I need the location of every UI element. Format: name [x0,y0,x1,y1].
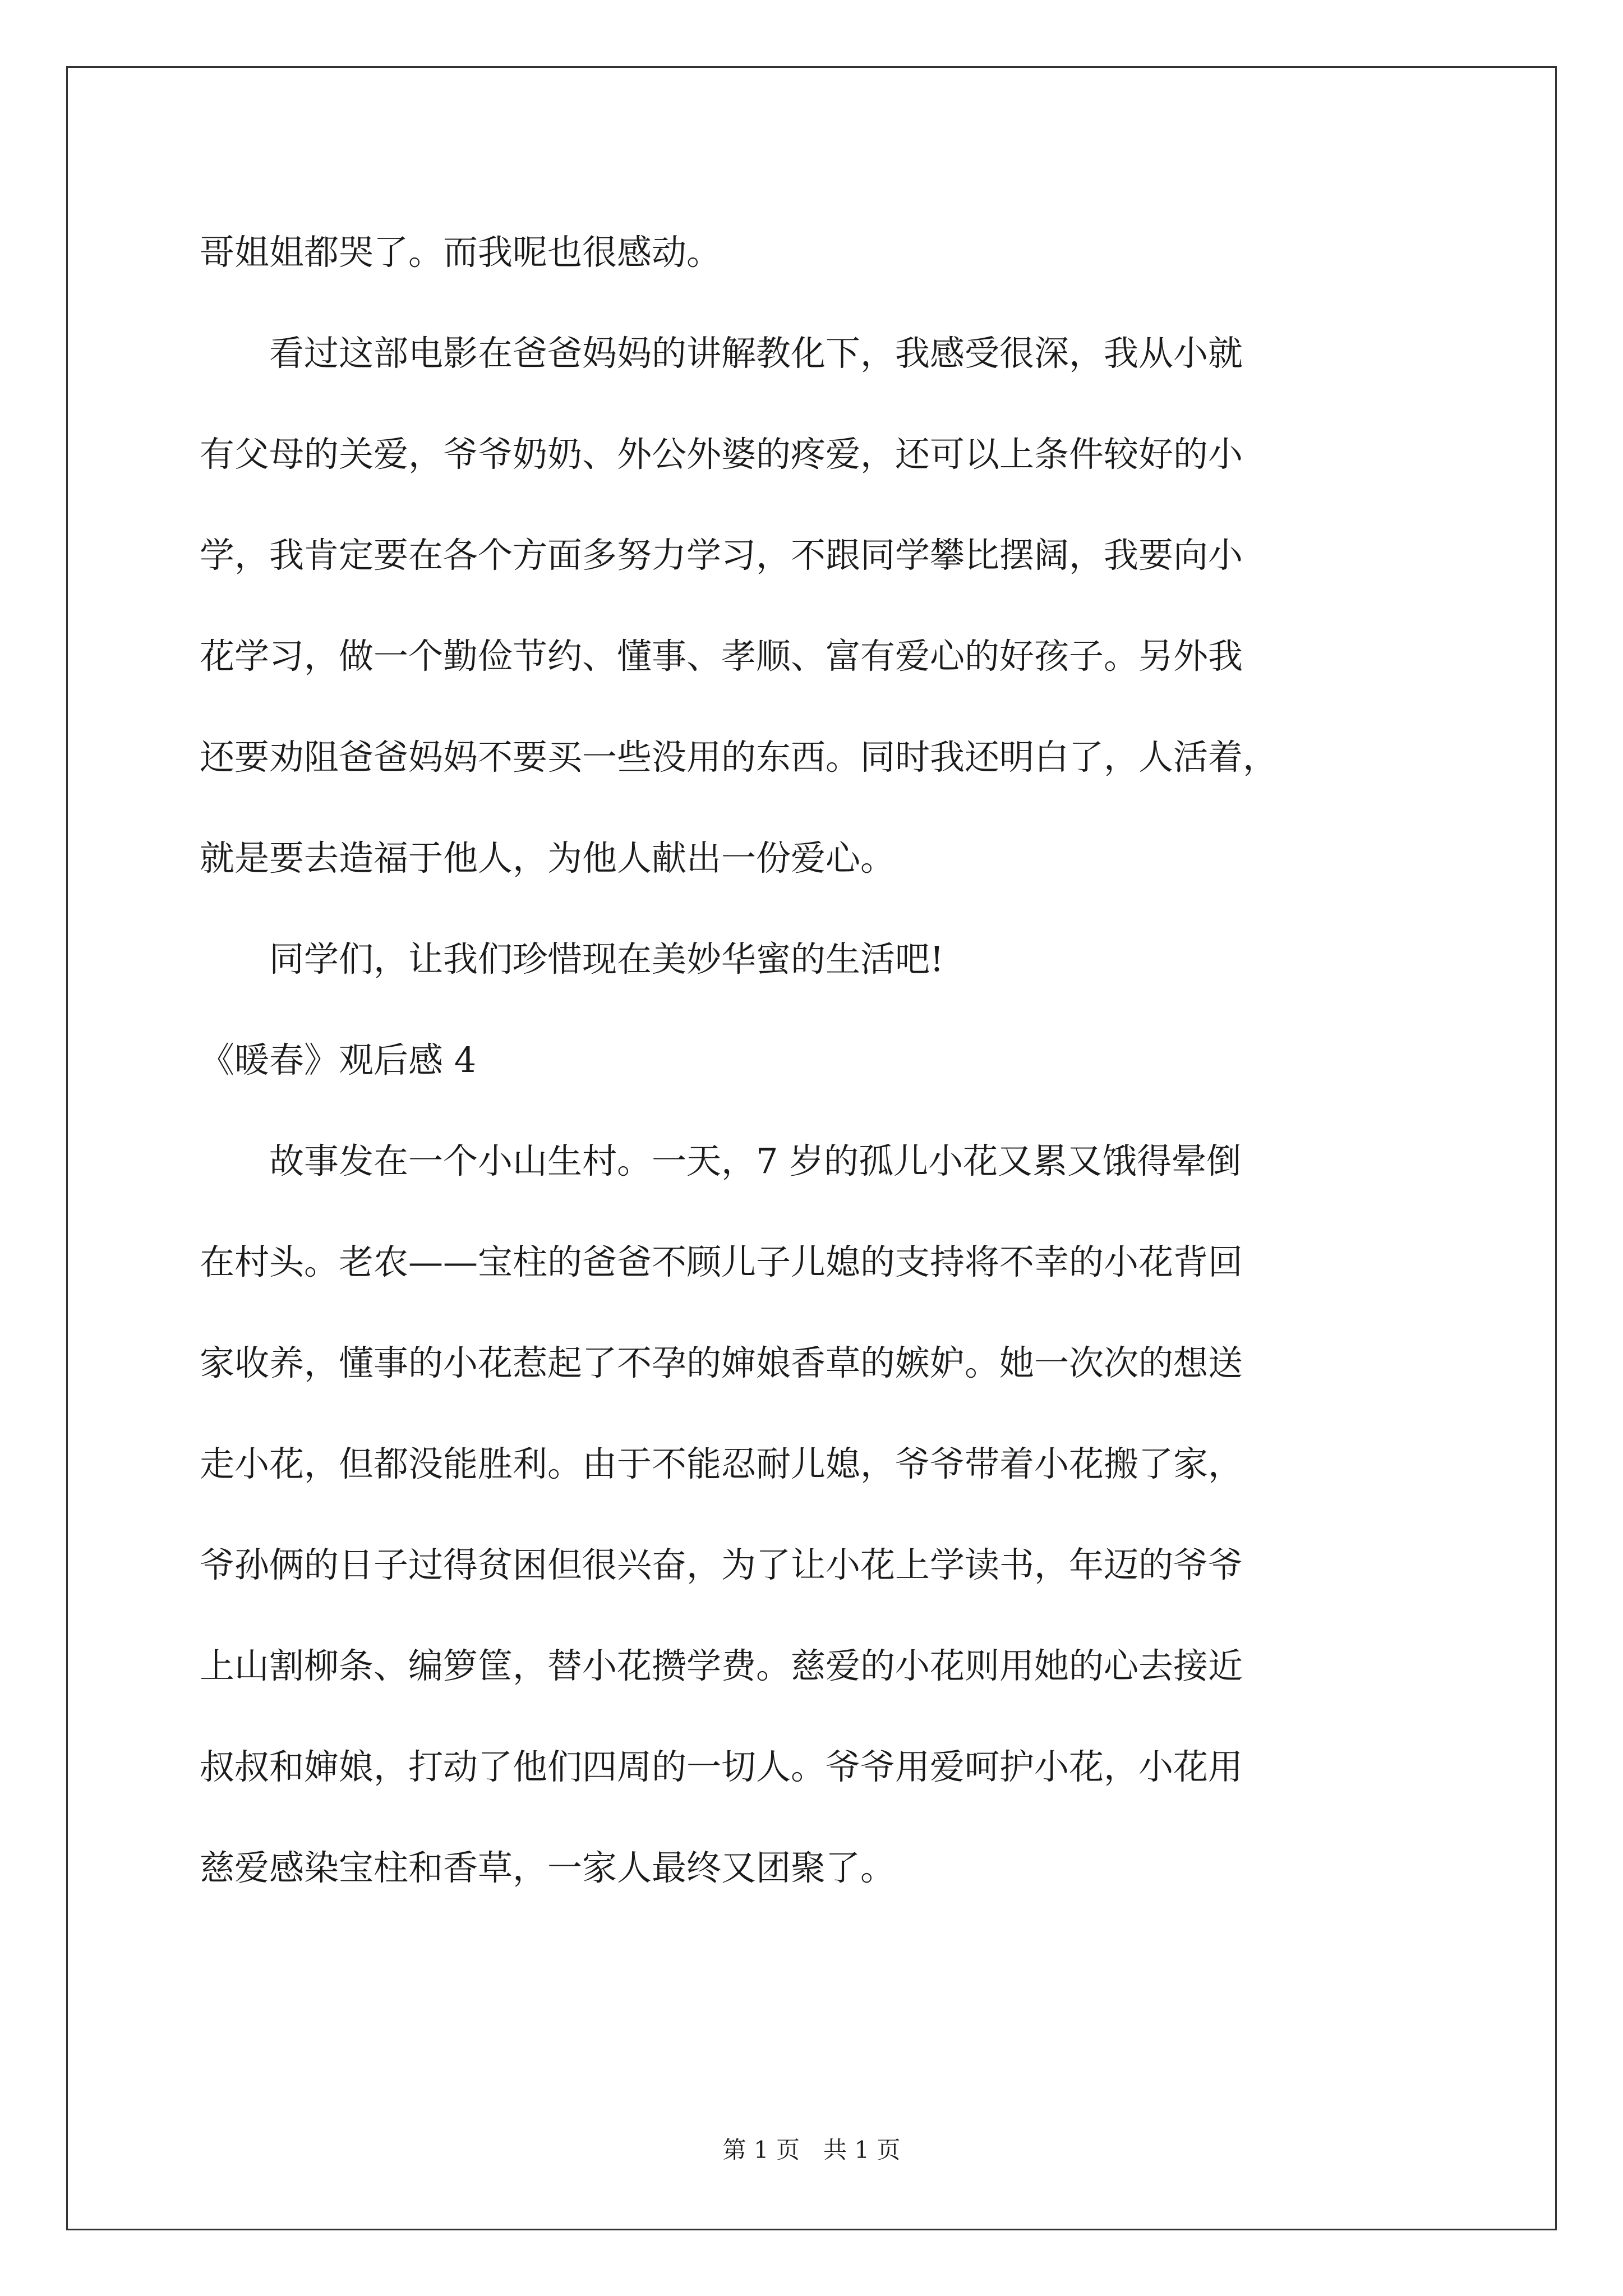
text-line: 哥姐姐都哭了。而我呢也很感动。 [200,232,722,273]
section-heading: 《暖春》观后感 4 [200,1039,477,1080]
text-line: 爷孙俩的日子过得贫困但很兴奋，为了让小花上学读书，年迈的爷爷 [200,1544,1243,1585]
text-line: 有父母的关爱，爷爷奶奶、外公外婆的疼爱，还可以上条件较好的小 [200,434,1243,475]
page-footer: 第 1 页 共 1 页 [722,2136,901,2164]
text-line: 走小花，但都没能胜利。由于不能忍耐儿媳，爷爷带着小花搬了家， [200,1443,1243,1484]
text-line: 上山割柳条、编箩筐，替小花攒学费。慈爱的小花则用她的心去接近 [200,1645,1243,1686]
text-line: 还要劝阻爸爸妈妈不要买一些没用的东西。同时我还明白了，人活着， [200,737,1278,777]
text-line: 就是要去造福于他人，为他人献出一份爱心。 [200,838,896,878]
text-line: 花学习，做一个勤俭节约、懂事、孝顺、富有爱心的好孩子。另外我 [200,636,1243,677]
text-line: 故事发在一个小山生村。一天，7 岁的孤儿小花又累又饿得晕倒 [200,1140,1242,1181]
text-line: 学，我肯定要在各个方面多努力学习，不跟同学攀比摆阔，我要向小 [200,535,1243,576]
text-line: 在村头。老农——宝柱的爸爸不顾儿子儿媳的支持将不幸的小花背回 [200,1241,1243,1282]
document-body [200,202,1433,1918]
text-line: 家收养，懂事的小花惹起了不孕的婶娘香草的嫉妒。她一次次的想送 [200,1342,1243,1383]
text-line: 慈爱感染宝柱和香草，一家人最终又团聚了。 [200,1847,896,1888]
text-line: 看过这部电影在爸爸妈妈的讲解教化下，我感受很深，我从小就 [200,333,1243,374]
text-line: 叔叔和婶娘，打动了他们四周的一切人。爷爷用爱呵护小花，小花用 [200,1746,1243,1787]
text-line: 同学们，让我们珍惜现在美妙华蜜的生活吧! [200,938,944,979]
